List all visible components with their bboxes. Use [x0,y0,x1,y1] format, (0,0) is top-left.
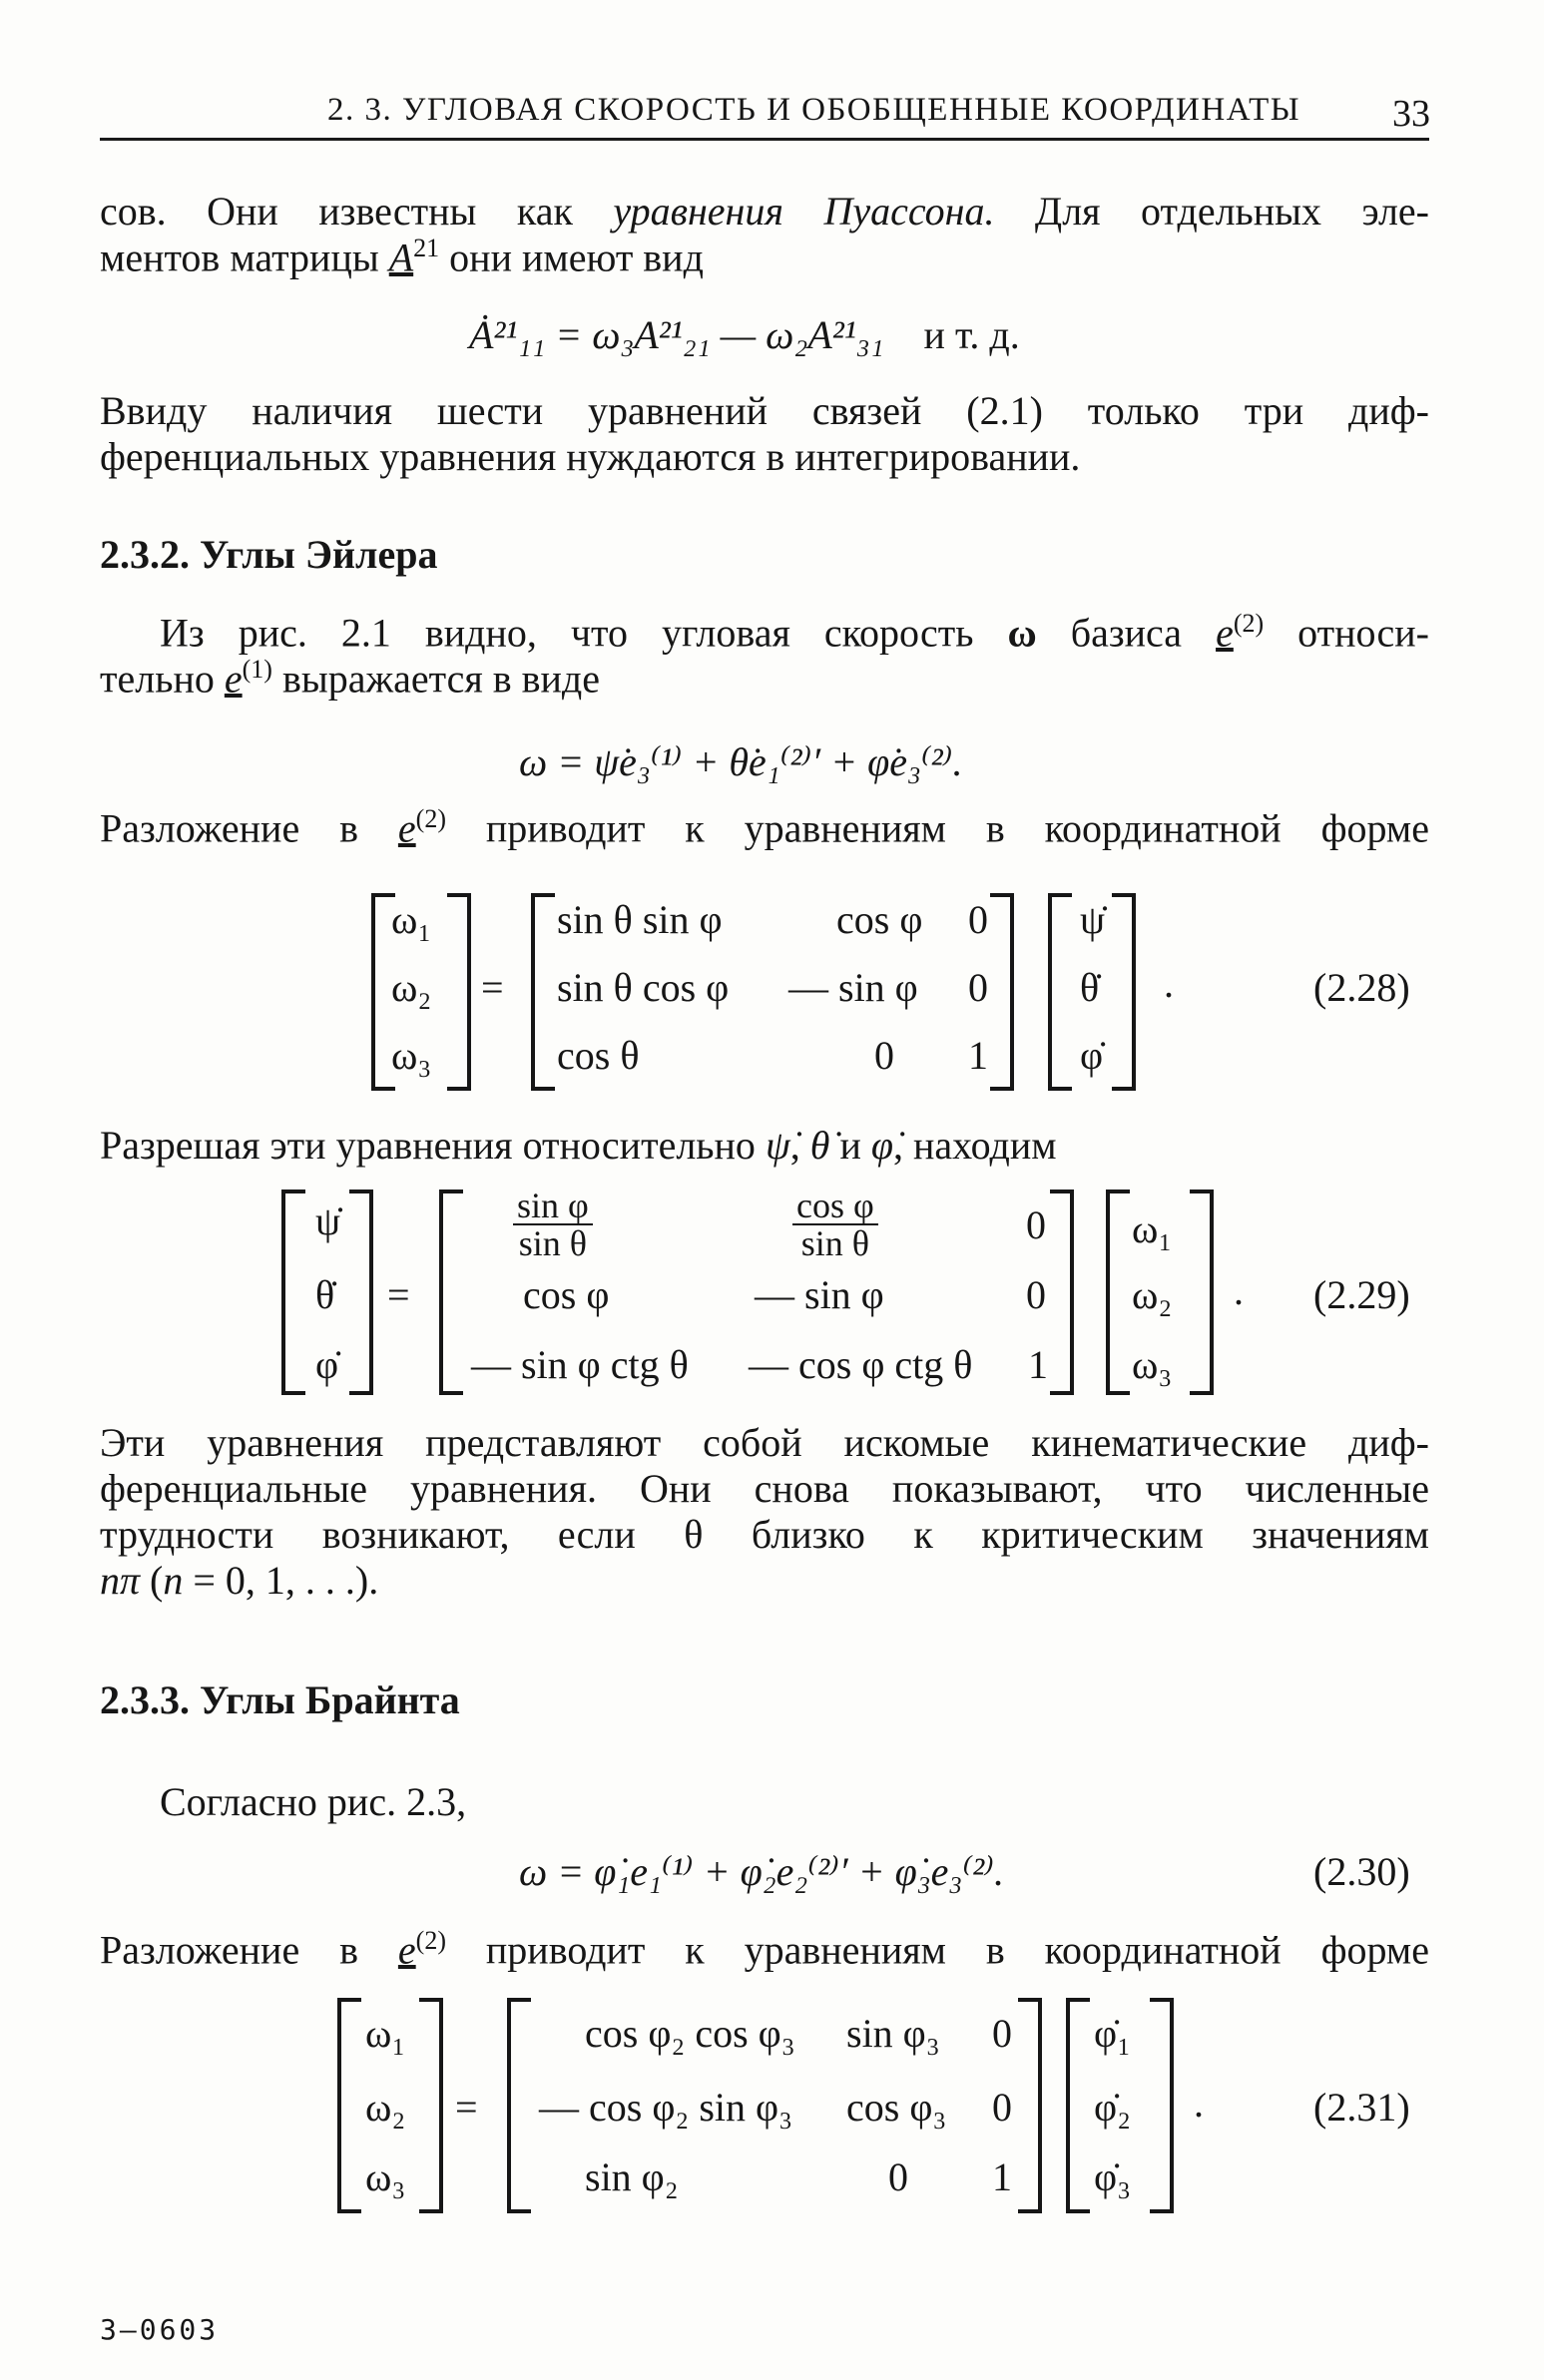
section-heading-euler: 2.3.2. Углы Эйлера [100,532,438,577]
bracket-left [1106,1190,1130,1395]
rhs-entry: ω₁ [1132,1206,1173,1251]
text: Разрешая эти уравнения относительно [100,1123,766,1168]
paragraph-2-line-2: ференциальных уравнения нуждаются в интегрировании. [100,434,1081,479]
paragraph-7: Согласно рис. 2.3, [160,1779,467,1824]
bracket-right [1150,1998,1174,2213]
matrix-cell: sin φ₂ [585,2154,679,2199]
matrix-cell: 0 [1026,1272,1046,1317]
paragraph-2-line-1: Ввиду наличия шести уравнений связей (2.1) только три диф- [100,388,1429,433]
matrix-cell: cos φ₃ [846,2085,947,2130]
paragraph-1-line-2 [100,234,1429,280]
basis-symbol: e [224,656,243,702]
bracket-right [1018,1998,1042,2213]
paragraph-3-line-2 [100,655,1429,702]
equation-period: . [1194,2081,1204,2126]
printer-signature: 3—0603 [100,2313,220,2346]
basis-symbol: e [397,805,416,851]
lhs-entry: ψ̇ [315,1198,341,1243]
bracket-left [1048,893,1072,1091]
text: ментов матрицы [100,235,389,280]
matrix-cell: 0 [992,2011,1012,2056]
bracket-right [447,893,471,1091]
equation-poisson [469,311,1020,358]
rhs-entry: ω₃ [1132,1342,1173,1387]
bracket-right [349,1190,373,1395]
matrix-cell: — cos φ₂ sin φ₃ [539,2085,793,2130]
equation-text: Ȧ²¹₁₁ = ω₃A²¹₂₁ — ω₂A²¹₃₁ [469,312,884,357]
equation-period: . [1234,1268,1244,1313]
lhs-entry: ω₂ [391,965,432,1010]
header-rule [100,138,1429,141]
text: = 0, 1, . . .). [183,1558,379,1603]
bracket-right [990,893,1014,1091]
section-heading-bryant: 2.3.3. Углы Брайнта [100,1677,460,1722]
bracket-left [507,1998,531,2213]
rhs-entry: ψ̇ [1080,897,1106,942]
paragraph-6-line-2: ференциальные уравнения. Они снова показывают, что численные [100,1466,1429,1511]
rhs-entry: φ̇₂ [1094,2085,1132,2130]
superscript: (2) [1233,609,1265,638]
basis-symbol: e [1216,610,1234,656]
phi-dot: φ̇ [870,1123,893,1168]
text: тельно [100,656,225,702]
matrix-cell: 0 [874,1033,894,1078]
page-number: 33 [1392,93,1430,135]
text: и [829,1123,871,1168]
text: Разложение в [100,805,398,851]
matrix-cell: sin θ sin φ [557,897,723,942]
lhs-entry: ω₃ [391,1033,432,1078]
matrix-cell: 0 [992,2085,1012,2130]
matrix-cell: cos φ₂ cos φ₃ [585,2011,795,2056]
equation-omega-euler: ω = ψ̇e₃⁽¹⁾ + θ̇e₁⁽²⁾′ + φ̇e₃⁽²⁾. [519,739,963,784]
matrix-cell: 1 [992,2154,1012,2199]
text: выражается в виде [271,656,601,702]
superscript: 21 [413,234,440,262]
bracket-left [531,893,555,1091]
matrix-cell: 0 [968,965,988,1010]
equation-number: (2.30) [1313,1849,1410,1894]
paragraph-4 [100,804,1429,851]
matrix-cell: — sin φ [788,965,918,1010]
lhs-entry: ω₂ [365,2085,406,2130]
equals-sign: = [387,1272,410,1317]
rhs-entry: θ̇ [1080,965,1100,1010]
text: , [789,1123,810,1168]
matrix-cell: sin φ₃ [846,2011,940,2056]
bracket-right [1050,1190,1074,1395]
equation-number: (2.31) [1313,2085,1410,2130]
denominator: sin θ [518,1223,588,1263]
paragraph-1-line-1 [100,188,1429,235]
text: приводит к уравнениям в координатной форме [445,805,1429,851]
bracket-right [1112,893,1136,1091]
paragraph-5 [100,1122,1297,1169]
equals-sign: = [455,2085,478,2130]
rhs-entry: φ̇ [1080,1033,1104,1078]
rhs-entry: φ̇₁ [1094,2011,1132,2056]
rhs-entry: ω₂ [1132,1272,1173,1317]
equation-number: (2.29) [1313,1272,1410,1317]
matrix-cell: 0 [888,2154,908,2199]
matrix-cell: cos φ [836,897,923,942]
text: сов. Они известны как [100,189,614,234]
numerator: sin φ [513,1188,593,1225]
text: базиса [1036,610,1217,656]
text: они имеют вид [439,235,704,280]
lhs-entry: ω₁ [391,897,432,942]
bracket-left [1066,1998,1090,2213]
numerator: cos φ [792,1188,878,1225]
paragraph-6-line-3: трудности возникают, если θ близко к критическим значениям [100,1512,1429,1557]
paragraph-6-line-4 [100,1557,1429,1604]
equation-omega-bryant: ω = φ̇₁e₁⁽¹⁾ + φ̇₂e₂⁽²⁾′ + φ̇₃e₃⁽²⁾. [519,1849,1004,1894]
text: Из рис. 2.1 видно, что угловая скорость [160,610,1008,656]
matrix-symbol: A [388,235,414,280]
matrix-cell: 1 [1028,1342,1048,1387]
matrix-cell: — cos φ ctg θ [749,1342,973,1387]
basis-symbol: e [397,1927,416,1973]
bracket-left [281,1190,305,1395]
matrix-cell: 1 [968,1033,988,1078]
matrix-cell: — sin φ ctg θ [471,1342,689,1387]
fraction-cell [513,1188,593,1261]
equation-number: (2.28) [1313,965,1410,1010]
superscript: (1) [242,655,272,684]
lhs-entry: θ̇ [315,1272,335,1317]
matrix-cell: — sin φ [755,1272,884,1317]
matrix-cell: cos θ [557,1033,640,1078]
rhs-entry: φ̇₃ [1094,2154,1132,2199]
psi-dot: ψ̇ [765,1123,790,1168]
paragraph-6-line-1: Эти уравнения представляют собой искомые кинематические диф- [100,1420,1429,1465]
bracket-left [337,1998,361,2213]
lhs-entry: φ̇ [315,1342,339,1387]
bracket-right [419,1998,443,2213]
bracket-right [1190,1190,1214,1395]
matrix-cell: 0 [1026,1202,1046,1247]
bracket-left [439,1190,463,1395]
lhs-entry: ω₁ [365,2011,406,2056]
denominator: sin θ [800,1223,870,1263]
text: , находим [892,1123,1057,1168]
equals-sign: = [481,965,504,1010]
matrix-cell: sin θ cos φ [557,965,730,1010]
fraction [792,1188,878,1261]
text: ( [140,1558,164,1603]
text: Разложение в [100,1927,398,1973]
text: приводит к уравнениям в координатной форме [445,1927,1429,1973]
superscript: (2) [415,804,446,833]
italic-term: уравнения Пуассона. [613,189,995,234]
n-symbol: n [163,1558,184,1603]
paragraph-8 [100,1926,1429,1973]
n-pi: nπ [100,1558,141,1603]
matrix-cell: 0 [968,897,988,942]
omega-symbol: ω [1007,610,1037,656]
theta-dot: θ̇ [809,1123,830,1168]
matrix-cell: cos φ [523,1272,610,1317]
fraction [513,1188,593,1261]
superscript: (2) [415,1926,446,1955]
text: относи- [1264,610,1429,656]
equation-period: . [1164,961,1174,1006]
paragraph-3-line-1 [160,609,1429,656]
text: Для отдельных эле- [994,189,1429,234]
fraction-cell [792,1188,878,1261]
lhs-entry: ω₃ [365,2154,406,2199]
running-title: 2. 3. УГЛОВАЯ СКОРОСТЬ И ОБОБЩЕННЫЕ КООРДИНАТЫ [327,92,1301,128]
equation-tail: и т. д. [923,312,1020,357]
